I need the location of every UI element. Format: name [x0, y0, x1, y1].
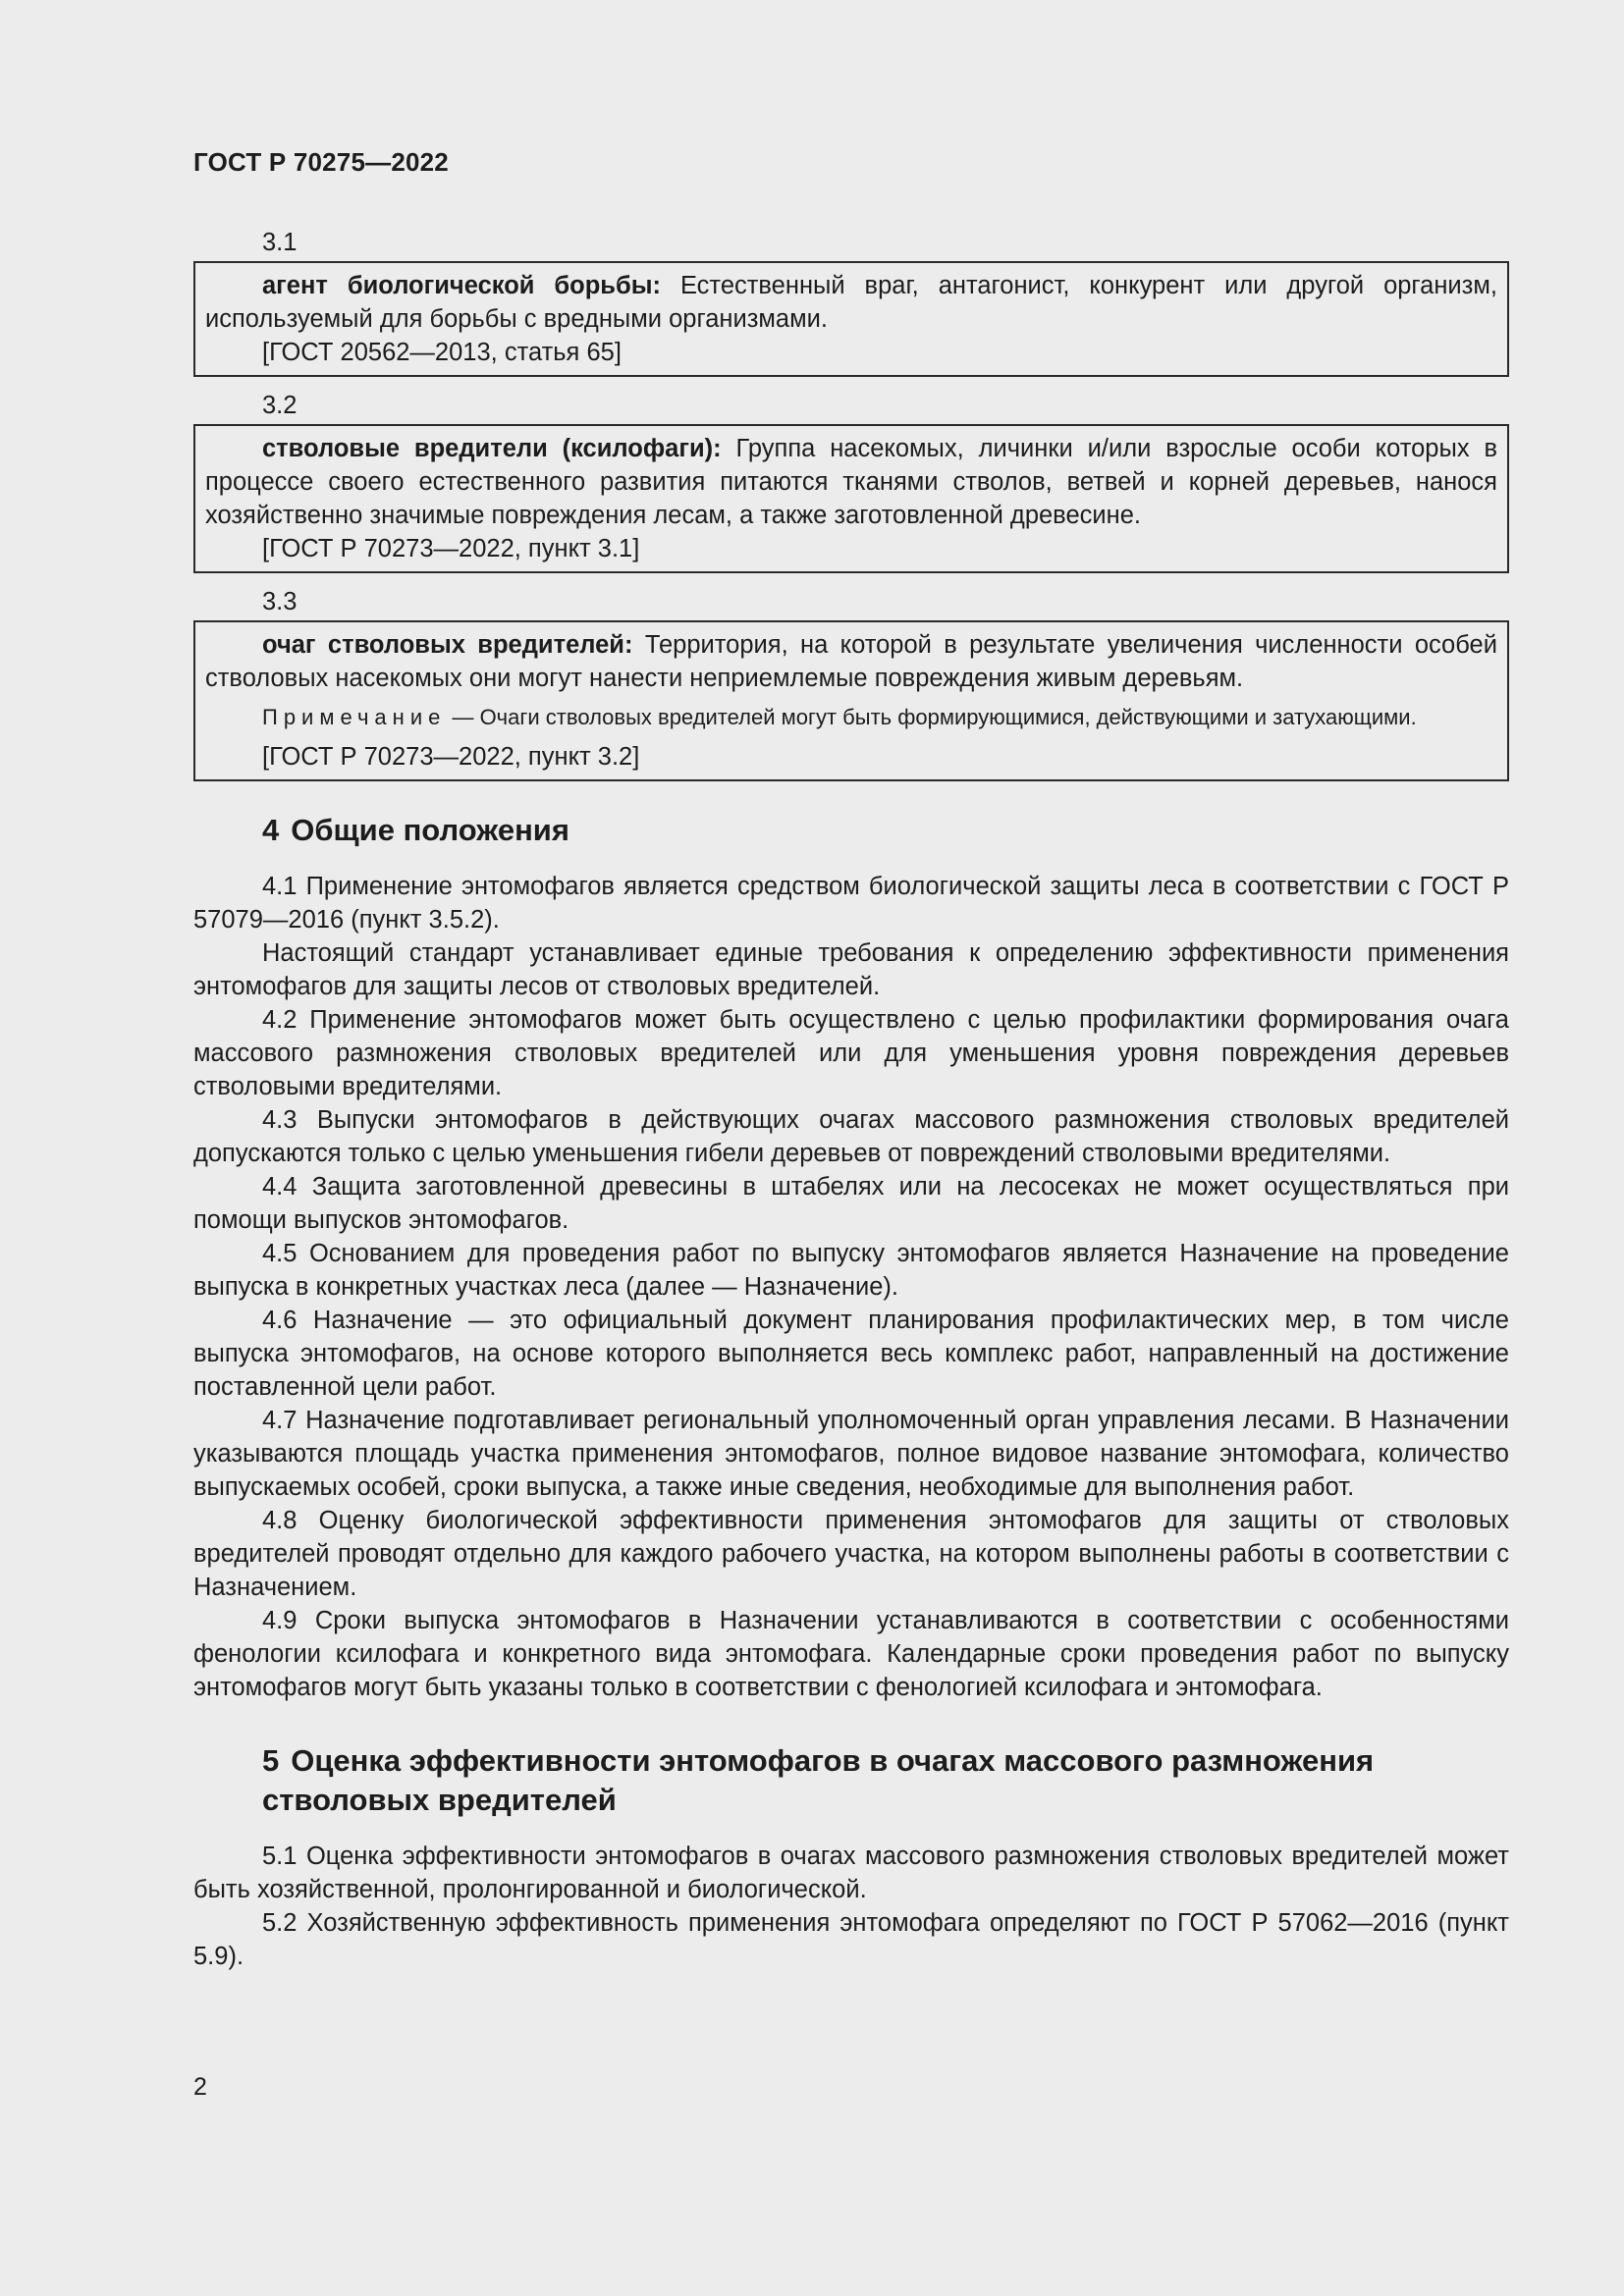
body-paragraph: 4.8 Оценку биологической эффективности применения энтомофагов для защиты от стволовых вредителей проводят отдельно для каждого рабочего участка, на котором выполнены работы в соответствии с Назначением. [193, 1507, 1509, 1601]
section-heading [193, 811, 1509, 850]
body-paragraph: 4.2 Применение энтомофагов может быть осуществлено с целью профилактики формирования очага массового размножения стволовых вредителей или для уменьшения уровня повреждения деревьев стволовыми вредителями. [193, 1006, 1509, 1100]
body-paragraph: 4.1 Применение энтомофагов является средством биологической защиты леса в соответствии с ГОСТ Р 57079—2016 (пункт 3.5.2). [193, 873, 1509, 934]
body-paragraph: 5.1 Оценка эффективности энтомофагов в очагах массового размножения стволовых вредителей может быть хозяйственной, пролонгированной и биологической. [193, 1842, 1509, 1903]
body-paragraph: Настоящий стандарт устанавливает единые требования к определению эффективности применения энтомофагов для защиты лесов от стволовых вредителей. [193, 939, 1509, 1000]
term-entry [193, 261, 1509, 377]
term-definition-paragraph [205, 432, 1497, 532]
term-number: 3.1 [262, 229, 298, 256]
section-title: Общие положения [291, 813, 569, 847]
section-heading [193, 1741, 1509, 1820]
term-entry [193, 620, 1509, 781]
note-label: Примечание [262, 705, 447, 729]
term-definition-paragraph [205, 628, 1497, 695]
section-number: 5 [262, 1743, 280, 1778]
page-number: 2 [193, 2073, 207, 2101]
term-number: 3.3 [262, 588, 298, 615]
section-title: Оценка эффективности энтомофагов в очагах массового размножения стволовых вредителей [262, 1743, 1375, 1817]
body-paragraph: 4.3 Выпуски энтомофагов в действующих очагах массового размножения стволовых вредителей допускаются только с целью уменьшения гибели деревьев от повреждений стволовыми вредителями. [193, 1106, 1509, 1167]
term-number: 3.2 [262, 392, 298, 419]
page-content [193, 224, 1509, 1973]
term-note [205, 703, 1497, 732]
term-name: агент биологической борьбы: [262, 272, 661, 299]
body-paragraph: 4.6 Назначение — это официальный документ планирования профилактических мер, в том числе выпуска энтомофагов, на основе которого выполняется весь комплекс работ, направленный на достижение поставленной цели работ. [193, 1307, 1509, 1401]
term-definition: Группа насекомых, личинки и/или взрослые особи которых в процессе своего естественного развития питаются тканями стволов, ветвей и корней деревьев, нанося хозяйственно значимые повреждения лесам, а также заготовленной древесине. [205, 435, 1497, 529]
term-name: стволовые вредители (ксилофаги): [262, 435, 722, 462]
term-source: [ГОСТ Р 70273—2022, пункт 3.1] [262, 535, 640, 562]
term-definition: Территория, на которой в результате увеличения численности особей стволовых насекомых они могут нанести неприемлемые повреждения живым деревьям. [205, 631, 1497, 692]
body-paragraph: 5.2 Хозяйственную эффективность применения энтомофага определяют по ГОСТ Р 57062—2016 (пункт 5.9). [193, 1909, 1509, 1970]
term-definition-paragraph [205, 269, 1497, 336]
term-definition: Естественный враг, антагонист, конкурент или другой организм, используемый для борьбы с вредными организмами. [205, 272, 1497, 333]
section-number: 4 [262, 813, 280, 847]
term-entry [193, 424, 1509, 573]
term-source: [ГОСТ Р 70273—2022, пункт 3.2] [262, 743, 640, 771]
body-paragraph: 4.4 Защита заготовленной древесины в штабелях или на лесосеках не может осуществляться при помощи выпусков энтомофагов. [193, 1173, 1509, 1234]
note-text: — Очаги стволовых вредителей могут быть формирующимися, действующими и затухающими. [446, 705, 1417, 729]
body-paragraph: 4.7 Назначение подготавливает региональный уполномоченный орган управления лесами. В Назначении указываются площадь участка применения энтомофагов, полное видовое название энтомофага, количество выпускаемых особей, сроки выпуска, а также иные сведения, необходимые для выполнения работ. [193, 1407, 1509, 1501]
body-paragraph: 4.5 Основанием для проведения работ по выпуску энтомофагов является Назначение на проведение выпуска в конкретных участках леса (далее — Назначение). [193, 1240, 1509, 1301]
running-header-doc-id: ГОСТ Р 70275—2022 [193, 147, 449, 177]
term-name: очаг стволовых вредителей: [262, 631, 633, 659]
term-source: [ГОСТ 20562—2013, статья 65] [262, 339, 622, 366]
body-paragraph: 4.9 Сроки выпуска энтомофагов в Назначении устанавливаются в соответствии с особенностями фенологии ксилофага и конкретного вида энтомофага. Календарные сроки проведения работ по выпуску энтомофагов могут быть указаны только в соответствии с фенологией ксилофага и энтомофага. [193, 1607, 1509, 1701]
